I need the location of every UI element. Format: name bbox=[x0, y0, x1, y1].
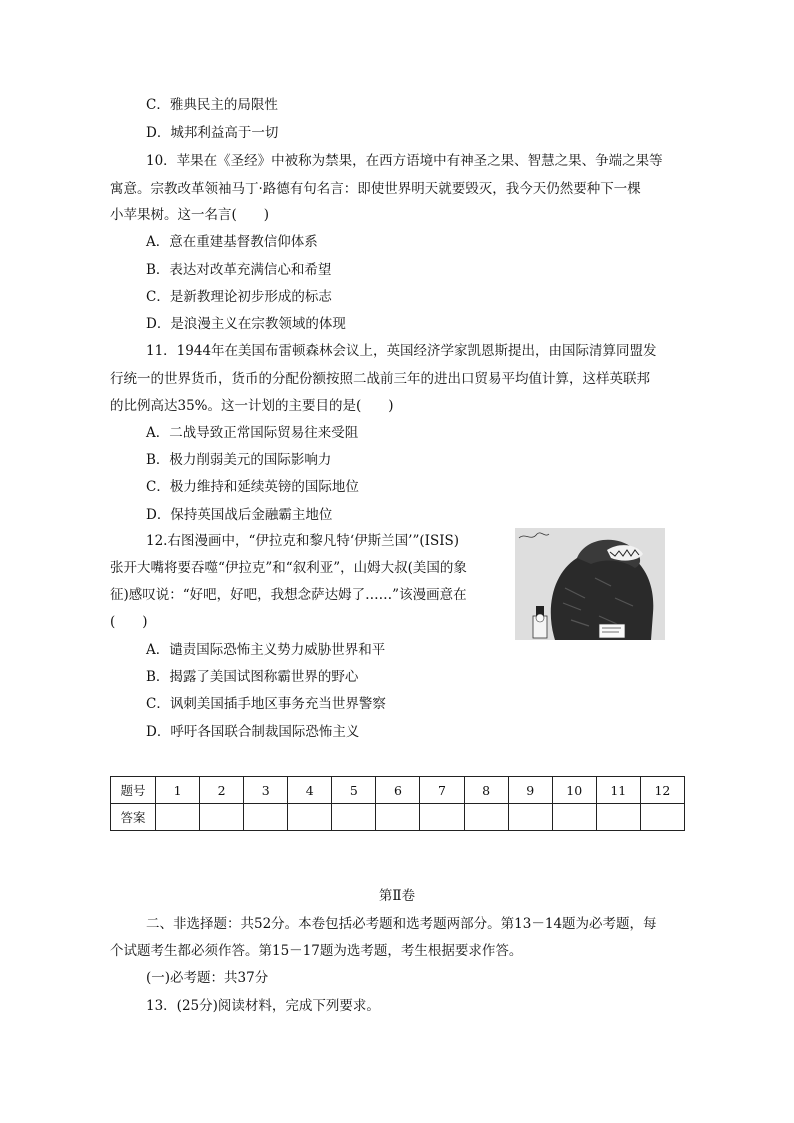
q11-stem-line3: 的比例高达35%。这一计划的主要目的是( ) bbox=[110, 398, 394, 414]
q9-option-c: C．雅典民主的局限性 bbox=[146, 97, 278, 113]
required-questions-heading: (一)必考题：共37分 bbox=[146, 970, 269, 986]
question-number-cell: 9 bbox=[508, 777, 552, 804]
question-number-cell: 1 bbox=[156, 777, 200, 804]
question-number-cell: 8 bbox=[464, 777, 508, 804]
answer-cell[interactable] bbox=[244, 804, 288, 831]
answer-cell[interactable] bbox=[420, 804, 464, 831]
q9-option-d: D．城邦利益高于一切 bbox=[146, 125, 279, 141]
answer-cell[interactable] bbox=[156, 804, 200, 831]
q12-stem-line3: 征)感叹说：“好吧，好吧，我想念萨达姆了……”该漫画意在 bbox=[110, 587, 467, 603]
question-number-cell: 3 bbox=[244, 777, 288, 804]
answer-cell[interactable] bbox=[596, 804, 640, 831]
q12-stem-line1: 12.右图漫画中，“伊拉克和黎凡特‘伊斯兰国’”(ISIS) bbox=[146, 533, 460, 549]
question-number-cell: 6 bbox=[376, 777, 420, 804]
answer-cell[interactable] bbox=[640, 804, 684, 831]
row-header-number: 题号 bbox=[111, 777, 156, 804]
q11-stem-line1: 11．1944年在美国布雷顿森林会议上，英国经济学家凯恩斯提出，由国际清算同盟发 bbox=[146, 343, 657, 359]
answer-cell[interactable] bbox=[288, 804, 332, 831]
section-intro-line2: 个试题考生都必须作答。第15－17题为选考题，考生根据要求作答。 bbox=[110, 943, 523, 959]
answer-cell[interactable] bbox=[552, 804, 596, 831]
q12-stem-line4: ( ) bbox=[110, 614, 148, 630]
question-number-cell: 2 bbox=[200, 777, 244, 804]
section-intro-line1: 二、非选择题：共52分。本卷包括必考题和选考题两部分。第13－14题为必考题，每 bbox=[146, 916, 657, 932]
question-number-cell: 5 bbox=[332, 777, 376, 804]
q12-option-d: D．呼吁各国联合制裁国际恐怖主义 bbox=[146, 724, 360, 740]
answer-cell[interactable] bbox=[508, 804, 552, 831]
q10-option-d: D．是浪漫主义在宗教领域的体现 bbox=[146, 316, 346, 332]
row-header-answer: 答案 bbox=[111, 804, 156, 831]
q12-option-b: B．揭露了美国试图称霸世界的野心 bbox=[146, 669, 359, 685]
q10-option-c: C．是新教理论初步形成的标志 bbox=[146, 289, 332, 305]
answer-cell[interactable] bbox=[376, 804, 420, 831]
q10-stem-line3: 小苹果树。这一名言( ) bbox=[110, 207, 270, 223]
question-number-cell: 12 bbox=[640, 777, 684, 804]
q11-option-c: C．极力维持和延续英镑的国际地位 bbox=[146, 479, 359, 495]
q12-stem-line2: 张开大嘴将要吞噬“伊拉克”和“叙利亚”，山姆大叔(美国的象 bbox=[110, 560, 467, 576]
q10-option-a: A．意在重建基督教信仰体系 bbox=[146, 234, 318, 250]
q13-stem: 13．(25分)阅读材料，完成下列要求。 bbox=[146, 998, 380, 1014]
answer-cell[interactable] bbox=[200, 804, 244, 831]
q12-option-c: C．讽刺美国插手地区事务充当世界警察 bbox=[146, 696, 386, 712]
q11-option-a: A．二战导致正常国际贸易往来受阻 bbox=[146, 425, 359, 441]
q10-stem-line1: 10．苹果在《圣经》中被称为禁果，在西方语境中有神圣之果、智慧之果、争端之果等 bbox=[146, 153, 663, 169]
section-title: 第Ⅱ卷 bbox=[378, 888, 416, 904]
question-number-cell: 10 bbox=[552, 777, 596, 804]
answer-cell[interactable] bbox=[464, 804, 508, 831]
answer-table bbox=[110, 776, 685, 831]
q11-stem-line2: 行统一的世界货币，货币的分配份额按照二战前三年的进出口贸易平均值计算，这样英联邦 bbox=[110, 371, 650, 387]
q10-stem-line2: 寓意。宗教改革领袖马丁·路德有句名言：即使世界明天就要毁灭，我今天仍然要种下一棵 bbox=[110, 181, 641, 197]
q10-option-b: B．表达对改革充满信心和希望 bbox=[146, 262, 332, 278]
question-number-cell: 11 bbox=[596, 777, 640, 804]
political-cartoon-image bbox=[515, 528, 665, 640]
answer-cell[interactable] bbox=[332, 804, 376, 831]
question-number-cell: 7 bbox=[420, 777, 464, 804]
question-number-row bbox=[111, 777, 685, 804]
q11-option-b: B．极力削弱美元的国际影响力 bbox=[146, 452, 332, 468]
answer-row bbox=[111, 804, 685, 831]
question-number-cell: 4 bbox=[288, 777, 332, 804]
q12-option-a: A．谴责国际恐怖主义势力威胁世界和平 bbox=[146, 642, 386, 658]
q11-option-d: D．保持英国战后金融霸主地位 bbox=[146, 507, 333, 523]
